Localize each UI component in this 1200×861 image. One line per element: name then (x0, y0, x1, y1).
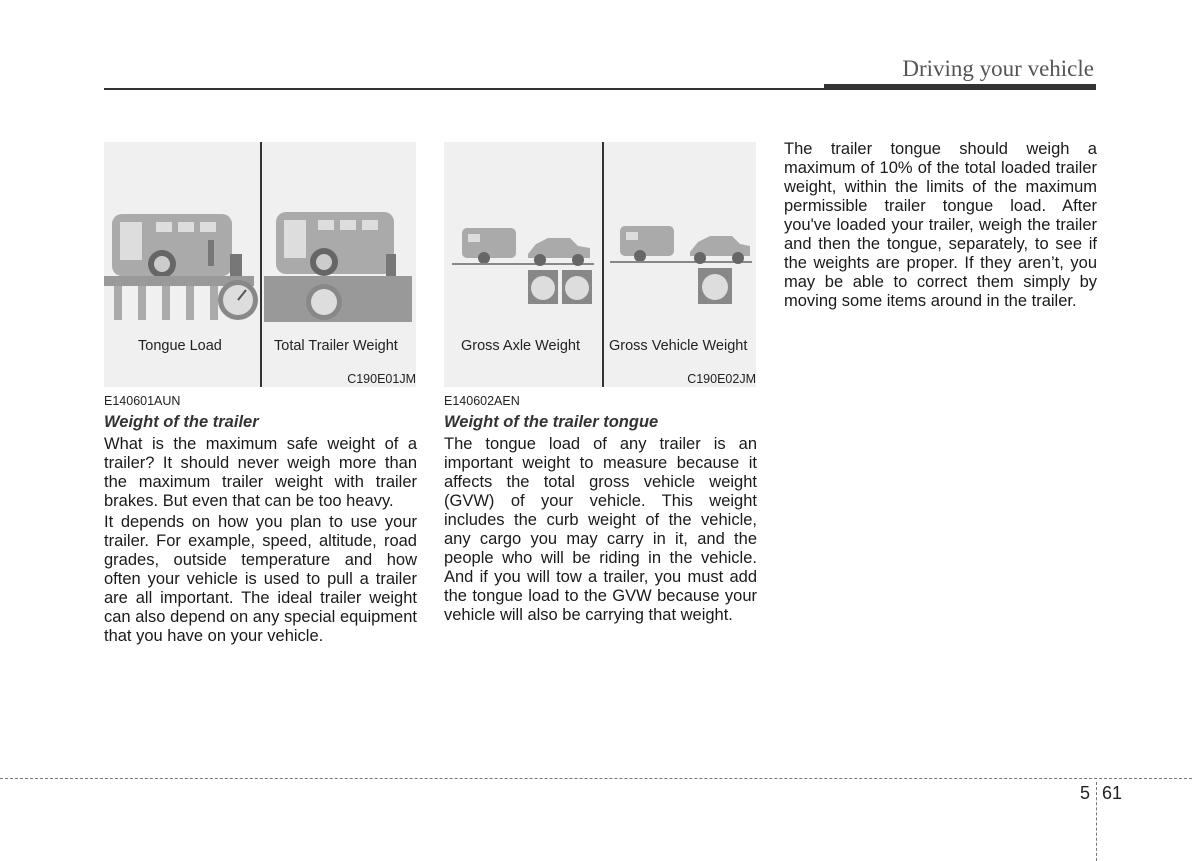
caption-gross-vehicle-weight: Gross Vehicle Weight (609, 338, 748, 354)
section-title-weight-of-tongue: Weight of the trailer tongue (444, 413, 659, 431)
figure-code: C190E01JM (347, 372, 416, 386)
page-number: 61 (1102, 783, 1123, 803)
footer-divider (1096, 782, 1097, 861)
running-header: Driving your vehicle (902, 56, 1094, 81)
section-code: E140602AEN (444, 394, 520, 408)
figure-divider (602, 142, 604, 387)
figure-code: C190E02JM (687, 372, 756, 386)
paragraph: The trailer tongue should weigh a maximum of 10% of the total loaded trailer weight, within the limits of the maximum permissible trailer tongue load. After you've loaded your trailer, weigh the trailer and then the tongue, separately, to see if the weights are proper. If they aren’t, you may be able to correct them simply by moving some items around in the trailer. (784, 140, 1097, 310)
figure-trailer-weight (104, 142, 416, 387)
gross-vehicle-weight-illustration (610, 226, 752, 304)
paragraph: What is the maximum safe weight of a trailer? It should never weigh more than the maximum trailer weight with trailer brakes. But even that can be too heavy. (104, 435, 417, 510)
total-trailer-weight-illustration (264, 212, 412, 322)
gross-axle-weight-illustration (452, 228, 594, 304)
chapter-number: 5 (1080, 783, 1091, 803)
section-code: E140601AUN (104, 394, 181, 408)
caption-gross-axle-weight: Gross Axle Weight (461, 338, 581, 354)
figure-axle-vehicle-weight (444, 142, 756, 387)
figure-divider (260, 142, 262, 387)
footer-rule (0, 778, 1192, 779)
paragraph: It depends on how you plan to use your trailer. For example, speed, altitude, road grades, outside temperature and how often your vehicle is used to pull a trailer are all important. The ideal trailer weight can also depend on any special equipment that you have on your vehicle. (104, 513, 417, 645)
caption-tongue-load: Tongue Load (138, 338, 222, 354)
paragraph: The tongue load of any trailer is an important weight to measure because it affects the total gross vehicle weight (GVW) of your vehicle. This weight includes the curb weight of the vehicle, any cargo you may carry in it, and the people who will be riding in the vehicle. And if you will tow a trailer, you must add the tongue load to the GVW because your vehicle will also be carrying that weight. (444, 435, 757, 624)
caption-total-trailer-weight: Total Trailer Weight (274, 338, 398, 354)
tongue-load-illustration (104, 214, 258, 320)
section-title-weight-of-trailer: Weight of the trailer (104, 413, 259, 431)
header-rule-accent (824, 84, 1096, 90)
